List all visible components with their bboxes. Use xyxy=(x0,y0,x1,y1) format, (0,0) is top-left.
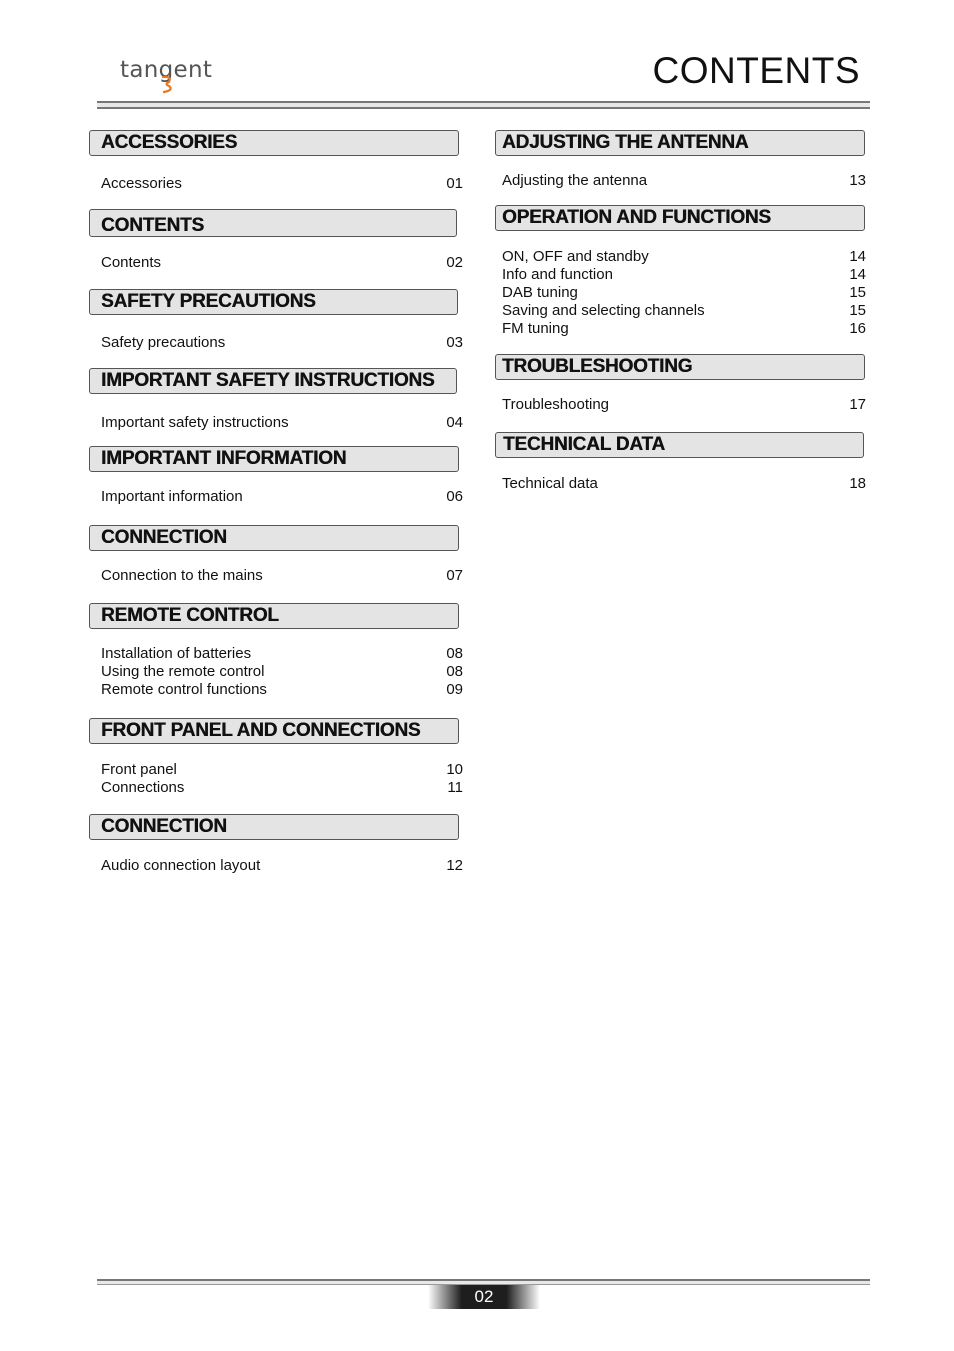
section-heading: IMPORTANT INFORMATION xyxy=(89,446,459,472)
toc-section xyxy=(89,209,463,272)
entry-label: Important information xyxy=(101,488,243,505)
toc-entry[interactable] xyxy=(502,284,866,302)
entry-label: Remote control functions xyxy=(101,681,267,698)
toc-section xyxy=(89,289,463,352)
toc-entry[interactable] xyxy=(101,681,463,699)
entry-page: 16 xyxy=(849,320,866,337)
entry-label: Using the remote control xyxy=(101,663,265,680)
entry-page: 04 xyxy=(446,414,463,431)
section-heading: CONNECTION xyxy=(89,525,459,551)
brand-logo xyxy=(120,56,212,96)
entry-label: Connections xyxy=(101,779,185,796)
entry-label: Important safety instructions xyxy=(101,414,289,431)
toc-entry[interactable] xyxy=(101,857,463,875)
entry-label: Troubleshooting xyxy=(502,396,610,413)
toc-entry[interactable] xyxy=(502,172,866,190)
toc-entry[interactable] xyxy=(502,266,866,284)
entry-page: 15 xyxy=(849,302,866,319)
entry-page: 03 xyxy=(446,334,463,351)
entry-label: Contents xyxy=(101,254,162,271)
entry-page: 09 xyxy=(446,681,463,698)
logo-swirl-icon xyxy=(160,74,176,94)
page-number: 02 xyxy=(474,1287,494,1306)
section-heading: CONNECTION xyxy=(89,814,459,840)
header-divider xyxy=(97,101,870,109)
toc-section xyxy=(495,432,866,493)
entry-label: Info and function xyxy=(502,266,613,283)
toc-entry[interactable] xyxy=(101,175,463,193)
entry-page: 10 xyxy=(446,761,463,778)
toc-entry[interactable] xyxy=(101,779,463,797)
toc-entry[interactable] xyxy=(101,414,463,432)
entry-page: 11 xyxy=(447,779,463,796)
entry-page: 08 xyxy=(446,645,463,662)
entry-label: Audio connection layout xyxy=(101,857,261,874)
entry-label: FM tuning xyxy=(502,320,569,337)
toc-section xyxy=(89,718,463,797)
entry-label: Safety precautions xyxy=(101,334,226,351)
entry-page: 14 xyxy=(849,266,866,283)
entry-page: 18 xyxy=(849,475,866,492)
entry-page: 01 xyxy=(446,175,463,192)
section-heading: CONTENTS xyxy=(89,209,457,237)
entry-page: 14 xyxy=(849,248,866,265)
entry-label: Technical data xyxy=(502,475,598,492)
section-heading: ADJUSTING THE ANTENNA xyxy=(495,130,865,156)
entry-page: 06 xyxy=(446,488,463,505)
toc-entry[interactable] xyxy=(502,396,866,414)
toc-entry[interactable] xyxy=(101,567,463,585)
entry-label: DAB tuning xyxy=(502,284,578,301)
toc-entry[interactable] xyxy=(101,254,463,272)
toc-entry[interactable] xyxy=(502,248,866,266)
section-heading: ACCESSORIES xyxy=(89,130,459,156)
toc-section xyxy=(89,814,463,875)
toc-entry[interactable] xyxy=(101,663,463,681)
page-number-badge xyxy=(428,1285,540,1309)
toc-section xyxy=(89,446,463,506)
toc-section xyxy=(495,130,866,190)
toc-section xyxy=(89,368,463,432)
toc-section xyxy=(89,525,463,585)
toc-entry[interactable] xyxy=(502,320,866,338)
toc-section xyxy=(89,130,463,193)
entry-page: 15 xyxy=(849,284,866,301)
toc-entry[interactable] xyxy=(101,761,463,779)
entry-label: Adjusting the antenna xyxy=(502,172,648,189)
entry-page: 02 xyxy=(446,254,463,271)
brand-logo-text: tangent xyxy=(120,57,213,83)
entry-label: Installation of batteries xyxy=(101,645,252,662)
entry-page: 12 xyxy=(446,857,463,874)
toc-section xyxy=(89,603,463,699)
entry-label: Saving and selecting channels xyxy=(502,302,705,319)
section-heading: FRONT PANEL AND CONNECTIONS xyxy=(89,718,459,744)
entry-page: 07 xyxy=(446,567,463,584)
entry-label: Accessories xyxy=(101,175,182,192)
toc-entry[interactable] xyxy=(101,334,463,352)
page-title: CONTENTS xyxy=(652,50,860,91)
section-heading: SAFETY PRECAUTIONS xyxy=(89,289,458,315)
section-heading: OPERATION AND FUNCTIONS xyxy=(495,205,865,231)
section-heading: TECHNICAL DATA xyxy=(495,432,864,458)
section-heading: TROUBLESHOOTING xyxy=(495,354,865,380)
section-heading: IMPORTANT SAFETY INSTRUCTIONS xyxy=(89,368,457,394)
section-heading: REMOTE CONTROL xyxy=(89,603,459,629)
toc-entry[interactable] xyxy=(101,645,463,663)
toc-section xyxy=(495,354,866,414)
entry-page: 17 xyxy=(849,396,866,413)
toc-entry[interactable] xyxy=(101,488,463,506)
entry-label: Connection to the mains xyxy=(101,567,263,584)
toc-section xyxy=(495,205,866,338)
toc-entry[interactable] xyxy=(502,475,866,493)
entry-page: 13 xyxy=(849,172,866,189)
entry-page: 08 xyxy=(446,663,463,680)
toc-entry[interactable] xyxy=(502,302,866,320)
entry-label: Front panel xyxy=(101,761,177,778)
entry-label: ON, OFF and standby xyxy=(502,248,649,265)
